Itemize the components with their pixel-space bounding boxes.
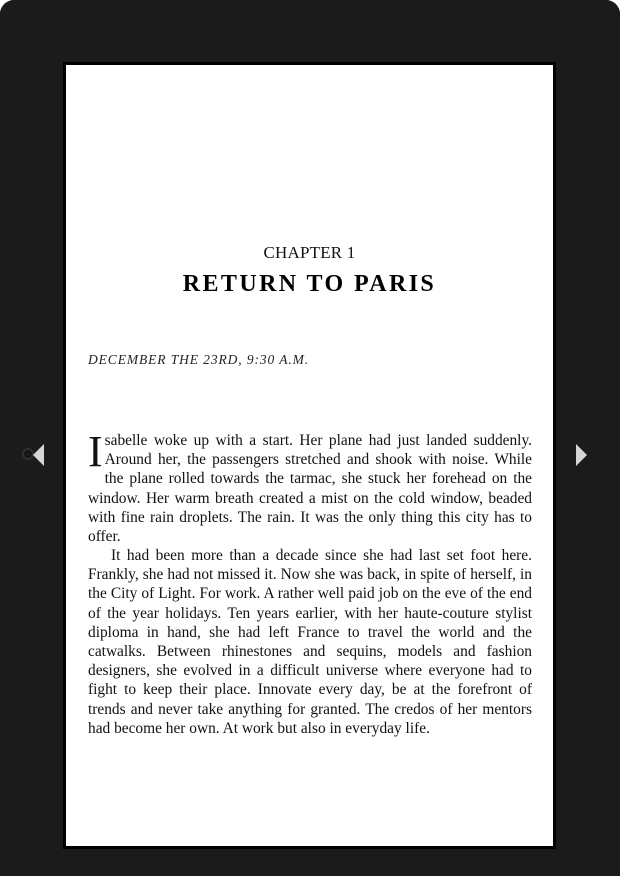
drop-cap: I xyxy=(88,427,103,476)
dateline: DECEMBER THE 23RD, 9:30 A.M. xyxy=(88,352,310,367)
paragraph xyxy=(88,546,532,738)
paragraph xyxy=(88,427,532,546)
chapter-label: CHAPTER 1 xyxy=(263,243,356,262)
book-page xyxy=(63,62,556,849)
next-page-button[interactable] xyxy=(576,444,587,466)
camera-lens-center xyxy=(27,453,29,455)
paragraph-text: It had been more than a decade since she had last set foot here. Frankly, she had not missed it. Now she was back, in spite of herself, in the City of Light. For work. A rather well paid job on the eve of the end of the year holidays. Ten years earlier, with her haute-couture stylist diploma in hand, she had left France to travel the world and the catwalks. Between rhinestones and sequins, models and fashion designers, she evolved in a difficult universe where everyone had to fight to keep their place. Innovate every day, be at the forefront of trends and never take anything for granted. The credos of her mentors had become her own. At work but also in everyday life. xyxy=(88,547,532,737)
previous-page-button[interactable] xyxy=(33,444,44,466)
chapter-title: RETURN TO PARIS xyxy=(182,271,437,297)
paragraph-text: sabelle woke up with a start. Her plane had just landed suddenly. Around her, the passengers stretched and shook with noise. While the plane rolled towards the tarmac, she stuck her forehead on the window. Her warm breath created a mist on the cold window, beaded with fine rain droplets. The rain. It was the only thing this city has to offer. xyxy=(88,432,532,546)
